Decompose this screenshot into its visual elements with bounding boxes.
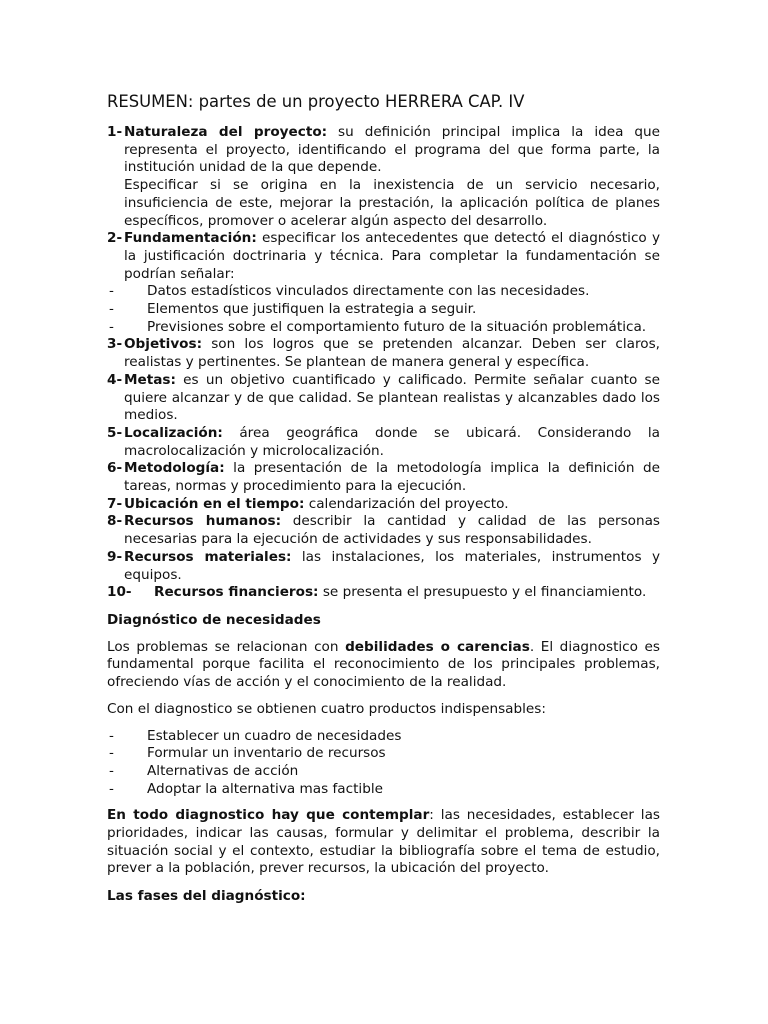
item-number: 4-: [107, 371, 123, 388]
item-number: 5-: [107, 424, 123, 441]
item-label: Ubicación en el tiempo:: [124, 495, 305, 512]
item-label: Fundamentación:: [124, 230, 257, 247]
item-label: Recursos humanos:: [124, 513, 282, 530]
list-item: [107, 460, 660, 495]
item-text: su definición principal implica la idea que representa el proyecto, identificando el programa del que forma parte, la institución unidad de la que depende.: [124, 124, 660, 176]
list-item: [107, 496, 660, 514]
diagnostico-paragraph: [107, 639, 660, 692]
item-label: Localización:: [124, 424, 223, 441]
bullet-text: Establecer un cuadro de necesidades: [147, 727, 402, 744]
item-label: Naturaleza del proyecto:: [124, 124, 328, 140]
dash-marker: -: [109, 762, 114, 779]
item-text: calendarización del proyecto.: [304, 495, 509, 512]
item-text: es un objetivo cuantificado y calificado. Permite señalar cuanto se quiere alcanzar y de que calidad. Se plantean realistas y alcanzables dado los medios.: [124, 371, 660, 424]
paragraph-text: : las necesidades, establecer las prioridades, indicar las causas, formular y delimitar el problema, describir la situación social y el contexto, estudiar la bibliografía sobre el tema de estudio, prever a la población, prever recursos, la ubicación del proyecto.: [107, 807, 660, 877]
paragraph-text: Los problemas se relacionan con: [107, 638, 346, 655]
bullet-text: Elementos que justifiquen la estrategia a seguir.: [147, 301, 477, 318]
productos-intro: Con el diagnostico se obtienen cuatro productos indispensables:: [107, 700, 546, 717]
item-label: Objetivos:: [124, 336, 203, 353]
list-item: [107, 336, 660, 371]
dash-marker: -: [109, 318, 114, 335]
list-item: [107, 319, 660, 337]
diagnostico-heading: Diagnóstico de necesidades: [107, 611, 321, 628]
paragraph-bold-text: debilidades o carencias: [345, 638, 530, 655]
item-label: Metodología:: [124, 460, 225, 477]
item-text: son los logros que se pretenden alcanzar. Deben ser claros, realistas y pertinentes. Se plantean de manera general y específica.: [124, 336, 660, 371]
item-number: 6-: [107, 460, 123, 477]
dash-marker: -: [109, 727, 114, 744]
paragraph-text: . El diagnostico es fundamental porque facilita el reconocimiento de los principales problemas, ofreciendo vías de acción y el conocimiento de la realidad.: [107, 638, 660, 691]
item-number: 3-: [107, 336, 123, 353]
contemplar-paragraph: [107, 807, 660, 878]
item-extra-text: Especificar si se origina en la inexistencia de un servicio necesario, insuficiencia de este, mejorar la prestación, la aplicación política de planes específicos, promover o acelerar algún aspecto del desarrollo.: [124, 177, 660, 229]
item-number: 8-: [107, 513, 123, 530]
list-item: [107, 549, 660, 584]
dash-marker: -: [109, 301, 114, 318]
item-text: área geográfica donde se ubicará. Considerando la macrolocalización y microlocalización.: [124, 424, 660, 459]
list-item: [107, 763, 660, 781]
bullet-text: Alternativas de acción: [147, 762, 299, 779]
list-item: [107, 728, 660, 746]
bullet-text: Previsiones sobre el comportamiento futuro de la situación problemática.: [147, 318, 647, 335]
item-text: describir la cantidad y calidad de las personas necesarias para la ejecución de actividades y sus responsabilidades.: [124, 513, 660, 548]
item-text: especificar los antecedentes que detectó el diagnóstico y la justificación doctrinaria y técnica. Para completar la fundamentación se podrían señalar:: [124, 230, 660, 282]
item-number: 1-: [107, 124, 123, 140]
paragraph-bold-text: En todo diagnostico hay que contemplar: [107, 807, 430, 824]
fases-heading: Las fases del diagnóstico:: [107, 888, 306, 905]
item-number: 7-: [107, 495, 123, 512]
page-title: RESUMEN: partes de un proyecto HERRERA CAP. IV: [107, 92, 525, 111]
list-item: [107, 745, 660, 763]
dash-marker: -: [109, 745, 114, 762]
list-item: [107, 301, 660, 319]
list-item: [107, 425, 660, 460]
list-item: [107, 781, 660, 799]
item-text: la presentación de la metodología implica la definición de tareas, normas y procedimiento para la ejecución.: [124, 460, 660, 495]
list-item: [107, 283, 660, 301]
item-number: 10-: [107, 584, 132, 601]
bullet-text: Datos estadísticos vinculados directamente con las necesidades.: [147, 283, 590, 300]
item-number: 2-: [107, 230, 123, 247]
item-text: las instalaciones, los materiales, instrumentos y equipos.: [124, 548, 660, 583]
fundamentacion-bullets: [107, 283, 660, 336]
item-label: Recursos financieros:: [154, 584, 319, 601]
project-parts-list: [107, 124, 660, 602]
list-item: [107, 513, 660, 548]
list-item: [107, 230, 660, 336]
list-item: [107, 372, 660, 425]
item-label: Metas:: [124, 371, 176, 388]
list-item: [107, 124, 660, 230]
item-text: se presenta el presupuesto y el financiamiento.: [318, 584, 647, 601]
dash-marker: -: [109, 283, 114, 300]
bullet-text: Formular un inventario de recursos: [147, 745, 386, 762]
item-label: Recursos materiales:: [124, 548, 292, 565]
list-item: [107, 584, 660, 602]
bullet-text: Adoptar la alternativa mas factible: [147, 780, 383, 797]
productos-list: [107, 728, 660, 799]
item-number: 9-: [107, 548, 123, 565]
dash-marker: -: [109, 780, 114, 797]
